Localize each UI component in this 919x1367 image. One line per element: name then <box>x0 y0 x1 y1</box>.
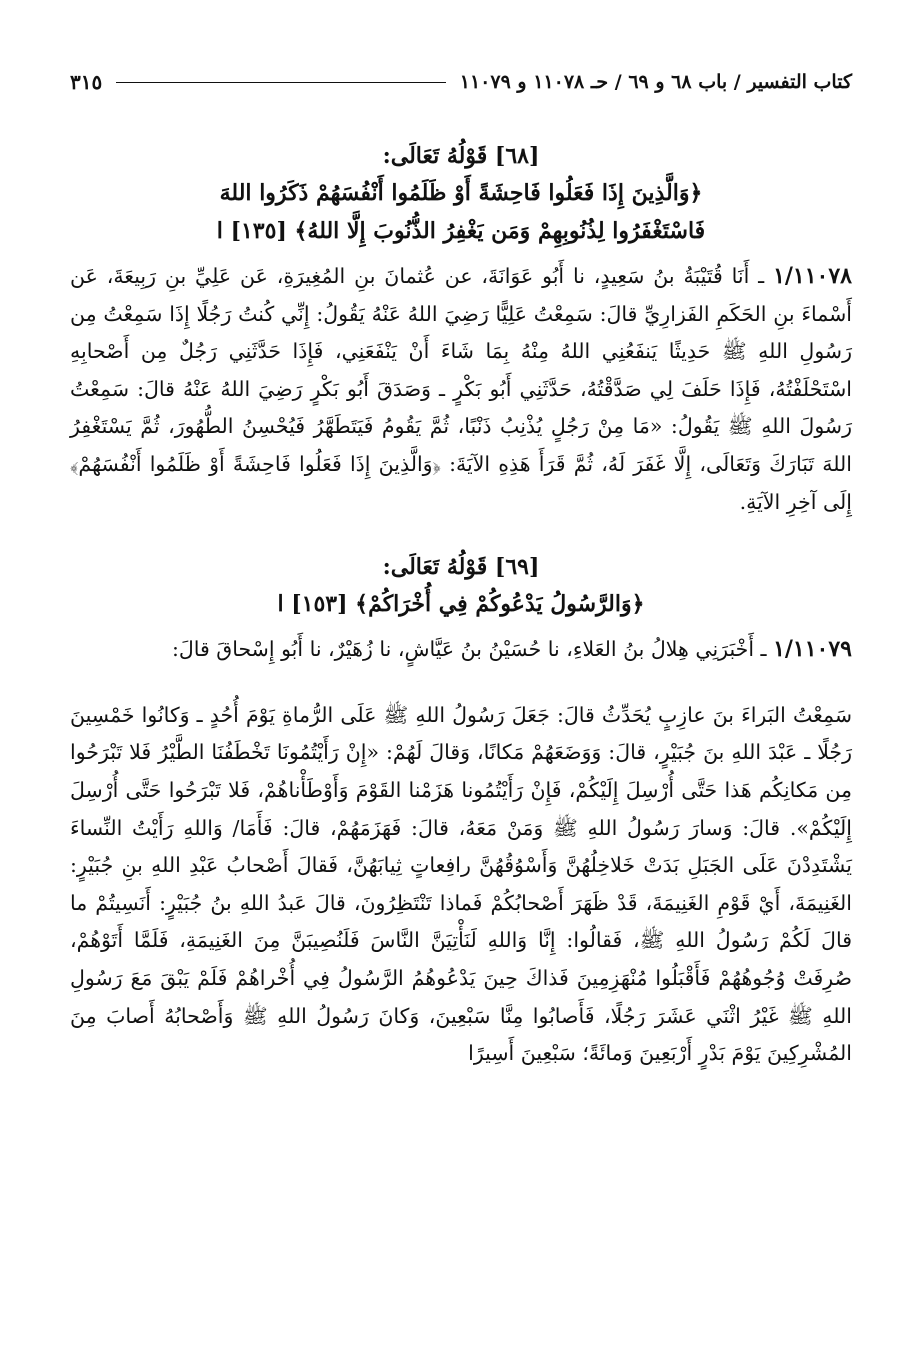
section-68 <box>70 138 852 521</box>
hadith-11078-number: ١/١١٠٧٨ <box>773 263 852 289</box>
section-69-heading: [٦٩] قَوْلُهُ تَعَالَى: <box>382 554 540 581</box>
section-68-verse-line-1: ﴿وَالَّذِينَ إِذَا فَعَلُوا فَاحِشَةً أَوْ ظَلَمُوا أَنْفُسَهُمْ ذَكَرُوا اللهَ <box>219 180 703 206</box>
hadith-11079 <box>70 631 852 669</box>
hadith-11078-text: ـ أَنَا قُتَيْبَةُ بنُ سَعِيدٍ، نا أَبُو عَوَانَةَ، عن عُثمانَ بنِ المُغِيرَةِ، عَن عَلِيِّ بنِ رَبِيعَةَ، عَن أَسْماءَ بنِ الحَكَمِ الفَزارِيِّ قالَ: سَمِعْتُ عَلِيًّا رَضِيَ اللهُ عَنْهُ يَقُولُ: إِنِّي كُنتُ رَجُلًا إِذَا سَمِعْتُ مِن رَسُولِ اللهِ ﷺ حَدِيثًا يَنفَعُنِي اللهُ مِنْهُ بِمَا شَاءَ أَنْ يَنْفَعَنِي، فَإِذَا حَدَّثَنِي رَجُلٌ مِن أَصْحابِهِ اسْتَحْلَفْتُهُ، فَإِذَا حَلَفَ لِي صَدَّقْتُهُ، حَدَّثَنِي أَبُو بَكْرٍ ـ وَصَدَقَ أَبُو بَكْرٍ رَضِيَ اللهُ عَنْهُ قالَ: سَمِعْتُ رَسُولَ اللهِ ﷺ يَقُولُ: «مَا مِنْ رَجُلٍ يُذْنِبُ ذَنْبًا، ثُمَّ يَقُومُ فَيَتَطَهَّرُ فَيُحْسِنُ الطُّهُورَ، ثُمَّ يَسْتَغْفِرُ اللهَ تَبَارَكَ وَتَعَالَى، إِلَّا غَفَرَ لَهُ، ثُمَّ قَرَأَ هَذِهِ الآيَةَ: ﴿وَالَّذِينَ إِذَا فَعَلُوا فَاحِشَةً أَوْ ظَلَمُوا أَنْفُسَهُمْ﴾ إِلَى آخِرِ الآيَةِ. <box>70 264 852 514</box>
header-title: كتاب التفسير / باب ٦٨ و ٦٩ / حـ ١١٠٧٨ و ١١٠٧٩ <box>459 71 852 93</box>
page-number: ٣١٥ <box>70 70 103 94</box>
section-69-verse-line-1: ﴿وَالرَّسُولُ يَدْعُوكُمْ فِي أُخْرَاكُمْ﴾ [١٥٣] ا <box>277 591 645 618</box>
section-68-heading: [٦٨] قَوْلُهُ تَعَالَى: <box>382 143 540 169</box>
section-69 <box>70 549 852 1073</box>
hadith-11079-text: ـ أَخْبَرَنِي هِلالُ بنُ العَلاءِ، نا حُسَيْنُ بنُ عَيَّاشٍ، نا زُهَيْرٌ، نا أَبُو إِسْحاقَ قالَ: <box>171 637 774 662</box>
book-page <box>70 60 852 1350</box>
section-68-verse-line-2: فَاسْتَغْفَرُوا لِذُنُوبِهِمْ وَمَن يَغْفِرُ الذُّنُوبَ إِلَّا اللهُ﴾ [١٣٥] ا <box>216 218 706 244</box>
hadith-11079-number: ١/١١٠٧٩ <box>773 636 852 663</box>
header-rule <box>116 82 446 83</box>
hadith-11078 <box>70 258 852 521</box>
hadith-11079-body: سَمِعْتُ البَراءَ بنَ عازِبٍ يُحَدِّثُ قالَ: جَعَلَ رَسُولُ اللهِ ﷺ عَلَى الرُّماةِ يَوْمَ أُحُدٍ ـ وَكانُوا خَمْسِينَ رَجُلًا ـ عَبْدَ اللهِ بنَ جُبَيْرٍ، قالَ: وَوَضَعَهُمْ مَكانًا، وَقالَ لَهُمْ: «إِنْ رَأَيْتُمُونَا تَخْطَفُنَا الطَّيْرُ فَلا تَبْرَحُوا مِن مَكانِكُم هَذا حَتَّى أُرْسِلَ إِلَيْكُمْ، فَإِنْ رَأَيْتُمُونا هَزَمْنا القَوْمَ وَأَوْطَأْناهُمْ، فَلا تَبْرَحُوا حَتَّى أُرْسِلَ إِلَيْكُمْ». قالَ: وَسارَ رَسُولُ اللهِ ﷺ وَمَنْ مَعَهُ، قالَ: فَهَزَمَهُمْ، قالَ: فَأَمَا/ وَاللهِ رَأَيْتُ النِّساءَ يَشْتَدِدْنَ عَلَى الجَبَلِ بَدَتْ خَلاخِلُهُنَّ وَأَسْوُقُهُنَّ رافِعاتٍ ثِيابَهُنَّ، فَقالَ أَصْحابُ عَبْدِ اللهِ بنِ جُبَيْرٍ: الغَنِيمَةَ، أَيْ قَوْمِ الغَنِيمَةَ، قَدْ ظَهَرَ أَصْحابُكُمْ فَماذا تَنْتَظِرُونَ، قالَ عَبدُ اللهِ بنُ جُبَيْرٍ: أَنَسِيتُمْ ما قالَ لَكُمْ رَسُولُ اللهِ ﷺ، فَقالُوا: إِنَّا وَاللهِ لَنَأْتِيَنَّ النَّاسَ فَلَنُصِيبَنَّ مِنَ الغَنِيمَةِ، فَلَمَّا أَتَوْهُمْ، صُرِفَتْ وُجُوهُهُمْ فَأَقْبَلُوا مُنْهَزِمِينَ فَذاكَ حِينَ يَدْعُوهُمُ الرَّسُولُ فِي أُخْراهُمْ فَلَمْ يَبْقَ مَعَ رَسُولِ اللهِ ﷺ غَيْرُ اثْنَي عَشَرَ رَجُلًا، فَأَصابُوا مِنَّا سَبْعِينَ، وَكانَ رَسُولُ اللهِ ﷺ وَأَصْحابُهُ أَصابَ مِنَ المُشْرِكِينَ يَوْمَ بَدْرٍ أَرْبَعِينَ وَمائَةً؛ سَبْعِينَ أَسِيرًا <box>70 702 852 1066</box>
running-header <box>70 60 852 104</box>
